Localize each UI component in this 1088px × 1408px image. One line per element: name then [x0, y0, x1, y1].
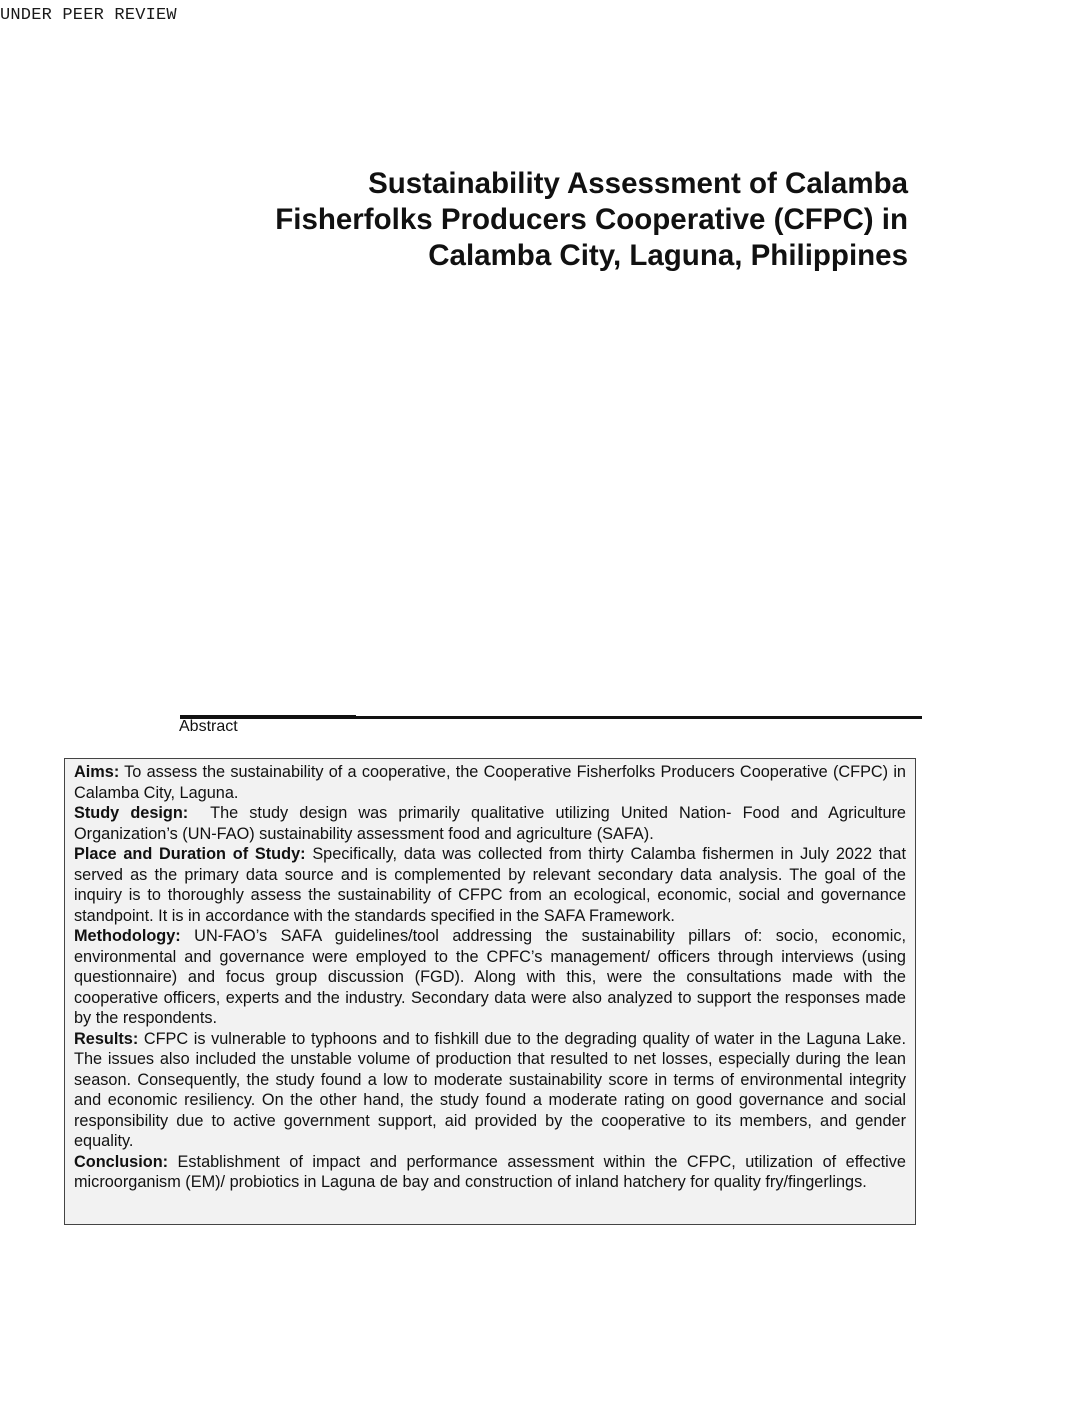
section-text: Specifically, data was collected from thirty Calamba fishermen in July 2022 that served as the primary data source and is complemented by relevant secondary data analysis. The goal of the inquiry is to thoroughly assess the sustainability of CFPC from an ecological, economic, social and governance standpoint. It is in accordance with the standards specified in the SAFA Framework. [74, 845, 906, 925]
section-text: Establishment of impact and performance assessment within the CFPC, utilization of effective microorganism (EM)/ probiotics in Laguna de bay and construction of inland hatchery for quality fry/fingerlings. [74, 1152, 906, 1191]
abstract-section-place-duration [74, 844, 906, 926]
section-label: Methodology: [74, 927, 181, 945]
section-text: UN-FAO’s SAFA guidelines/tool addressing the sustainability pillars of: socio, economic, environmental and governance were employed to the CPFC’s management/ officers through interviews (using questionnaire) and focus group discussion (FGD). Along with this, were the consultations made with the cooperative officers, experts and the industry. Secondary data were also analyzed to support the responses made by the respondents. [74, 927, 906, 1027]
abstract-section-methodology [74, 926, 906, 1029]
title-line-1: Sustainability Assessment of Calamba [368, 167, 908, 200]
section-text: CFPC is vulnerable to typhoons and to fishkill due to the degrading quality of water in the Laguna Lake. The issues also included the unstable volume of production that resulted to net losses, especially during the lean season. Consequently, the study found a low to moderate sustainability score in terms of environmental integrity and economic resiliency. On the other hand, the study found a moderate rating on good governance and social responsibility due to active government support, aid provided by the cooperative to its members, and gender equality. [74, 1029, 906, 1150]
title-line-3: Calamba City, Laguna, Philippines [428, 239, 908, 272]
section-label: Results: [74, 1029, 139, 1048]
title-line-2: Fisherfolks Producers Cooperative (CFPC) in [275, 203, 908, 236]
abstract-section-aims [74, 762, 906, 803]
abstract-divider-accent [180, 715, 356, 716]
abstract-section-results [74, 1029, 906, 1152]
section-label: Conclusion: [74, 1152, 169, 1171]
section-text: The study design was primarily qualitative utilizing United Nation- Food and Agriculture Organization’s (UN-FAO) sustainability assessment food and agriculture (SAFA). [74, 804, 911, 843]
abstract-divider [180, 716, 922, 719]
section-text: To assess the sustainability of a cooperative, the Cooperative Fisherfolks Producers Cooperative (CFPC) in Calamba City, Laguna. [74, 763, 906, 802]
abstract-box [64, 758, 916, 1225]
abstract-section-study-design [74, 803, 911, 844]
section-label: Place and Duration of Study: [74, 845, 306, 863]
peer-review-stamp: UNDER PEER REVIEW [0, 6, 177, 25]
section-label: Aims: [74, 763, 120, 781]
section-label: Study design: [74, 804, 189, 822]
paper-title [180, 166, 908, 274]
abstract-section-conclusion [74, 1152, 906, 1193]
abstract-heading: Abstract [179, 718, 238, 735]
